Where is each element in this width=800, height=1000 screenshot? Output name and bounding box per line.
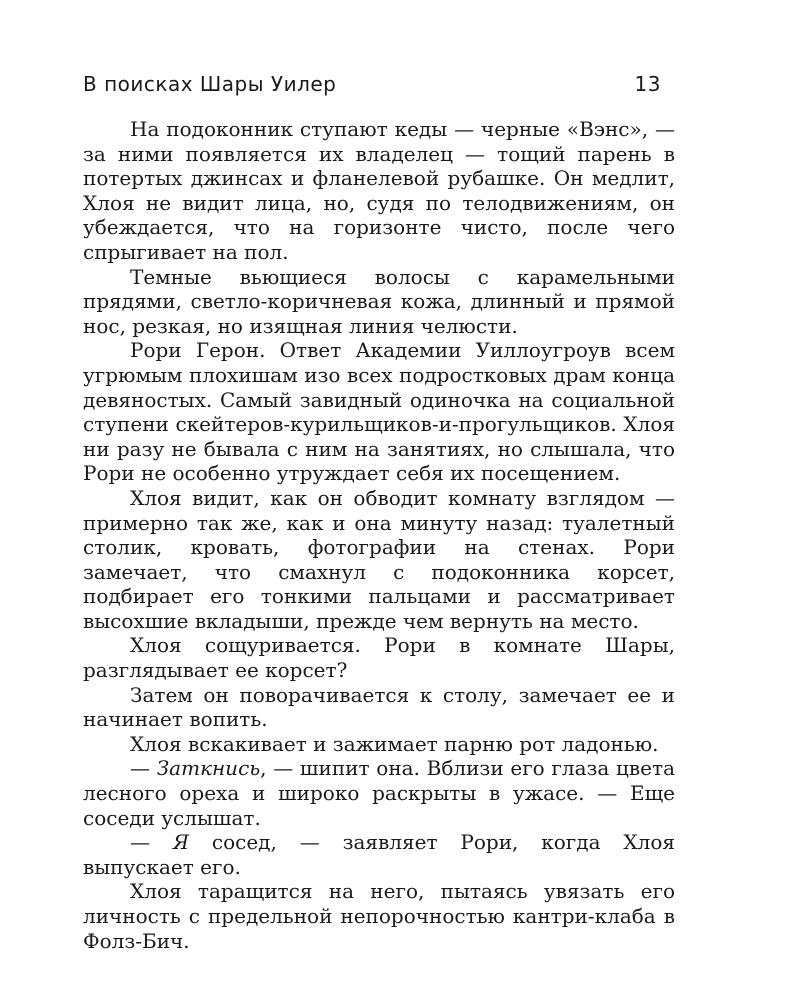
italic-emphasis: Я [172, 830, 190, 855]
dialogue-dash: — [130, 830, 173, 855]
dialogue-rest: , — шипит она. Вблизи его глаза цвета лесного ореха и широко раскрыты в ужасе. — Еще соседи услышат. [83, 756, 676, 830]
paragraph: На подоконник ступают кеды — черные «Вэнс», — за ними появляется их владелец — тощий парень в потертых джинсах и фланелевой рубашке. Он медлит, Хлоя не видит лица, но, судя по телодвижениям, он убеждается, что на горизонте чисто, после чего спрыгивает на пол. [83, 117, 675, 264]
page-number: 13 [634, 72, 661, 96]
paragraph: Хлоя видит, как он обводит комнату взглядом — примерно так же, как и она минуту назад: туалетный столик, кровать, фотографии на стенах. Рори замечает, что смахнул с подоконника корсет, подбирает его тонкими пальцами и рассматривает высохшие вкладыши, прежде чем вернуть на место. [83, 485, 675, 633]
dialogue-dash: — [130, 756, 157, 781]
body-text [83, 117, 675, 953]
dialogue-paragraph [83, 830, 675, 879]
running-head [83, 72, 675, 102]
italic-emphasis: Заткнись [156, 756, 261, 781]
paragraph: Затем он поворачивается к столу, замечает ее и начинает вопить. [83, 682, 675, 732]
paragraph: Хлоя таращится на него, пытаясь увязать его личность с предельной непорочностью кантри-клаба в Фолз-Бич. [83, 879, 675, 953]
book-title: В поисках Шары Уилер [83, 72, 337, 96]
paragraph: Хлоя сощуривается. Рори в комнате Шары, разглядывает ее корсет? [83, 633, 675, 683]
dialogue-paragraph [83, 756, 675, 830]
dialogue-rest: сосед, — заявляет Рори, когда Хлоя выпускает его. [83, 830, 675, 879]
paragraph: Хлоя вскакивает и зажимает парню рот ладонью. [130, 731, 659, 756]
paragraph: Темные вьющиеся волосы с карамельными прядями, светло-коричневая кожа, длинный и прямой нос, резкая, но изящная линия челюсти. [83, 264, 675, 338]
paragraph: Рори Герон. Ответ Академии Уиллоугроув всем угрюмым плохишам изо всех подростковых драм конца девяностых. Самый завидный одиночка на социальной ступени скейтеров-курильщиков-и-прогульщиков. Хлоя ни разу не бывала с ним на занятиях, но слышала, что Рори не особенно утруждает себя их посещением. [83, 338, 675, 486]
